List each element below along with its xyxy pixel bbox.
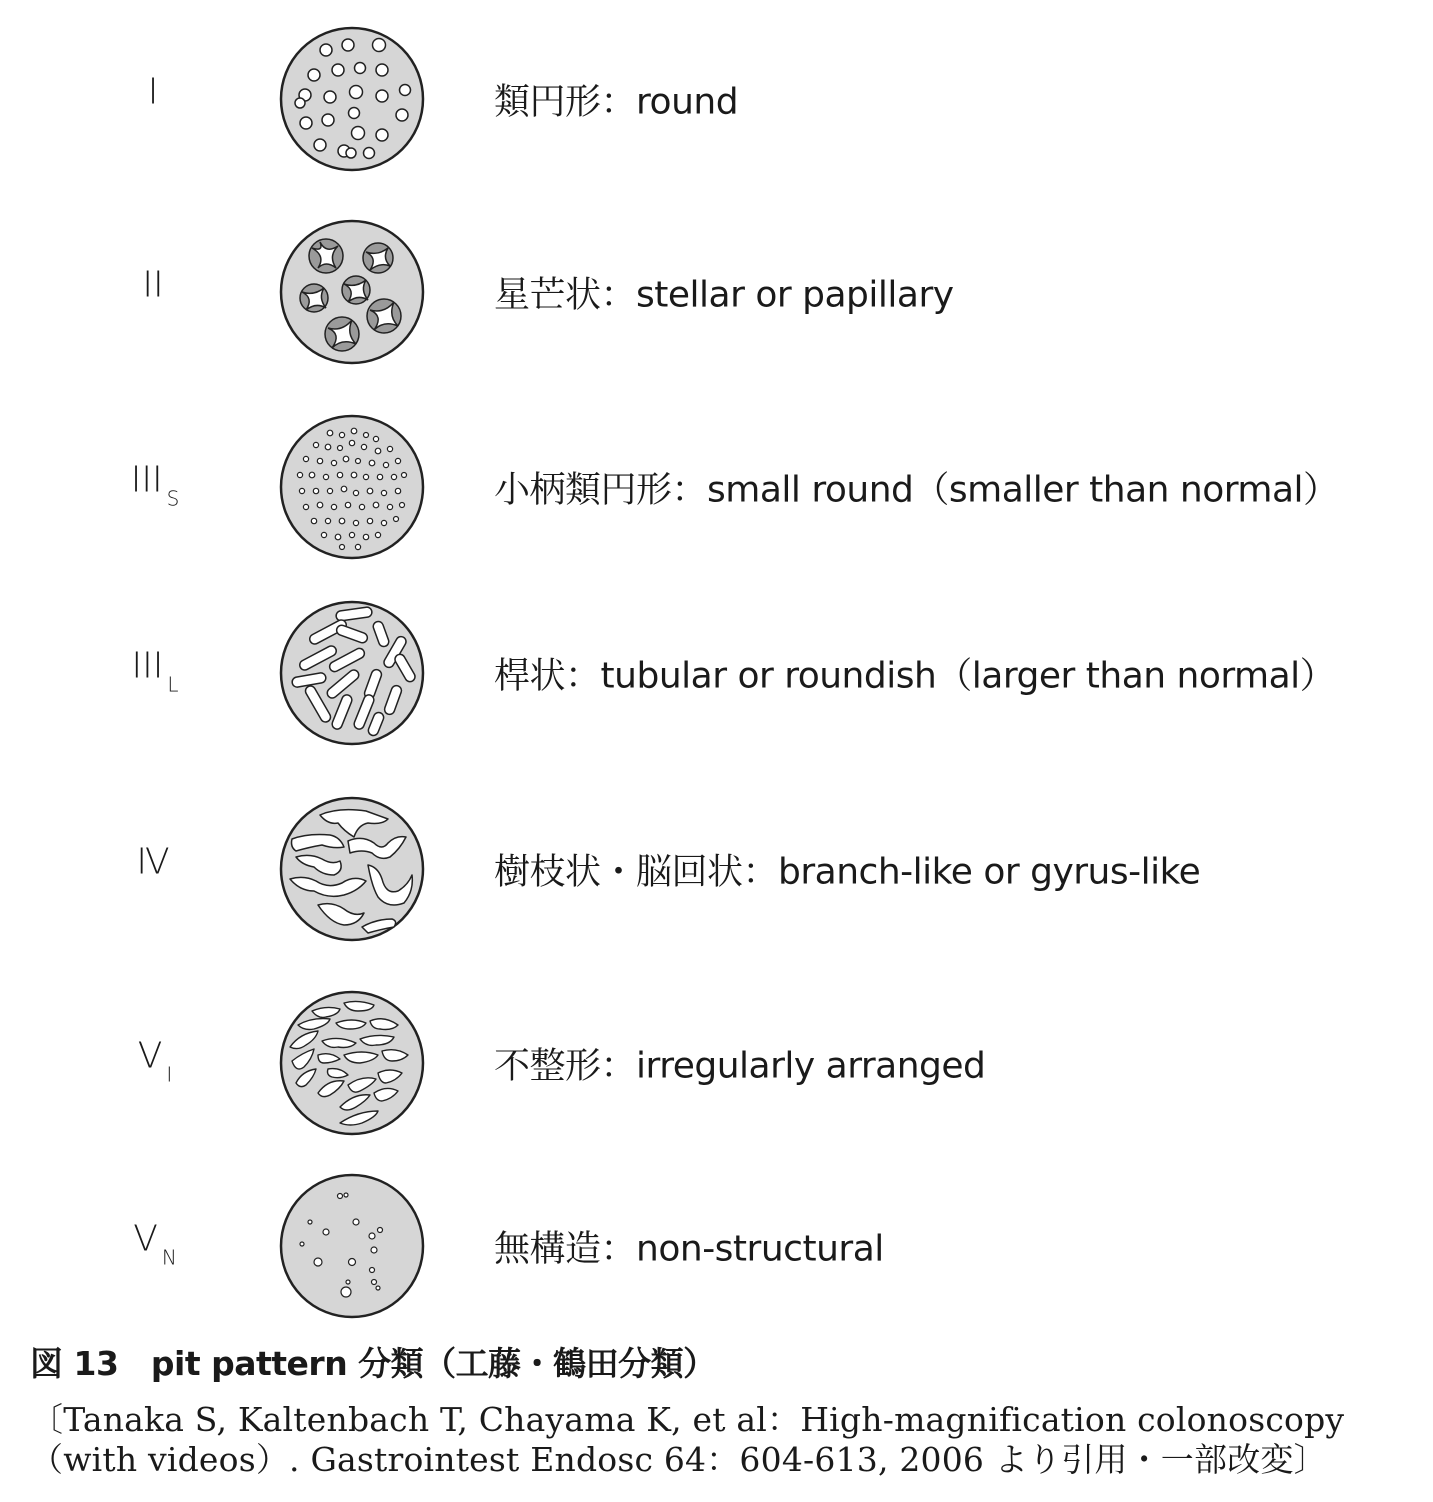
separator: ：	[600, 1228, 637, 1270]
pit-diagram-round	[278, 25, 426, 173]
separator: ：	[565, 655, 601, 697]
pit-diagram-non-structural	[278, 1172, 426, 1320]
jp-term: 無構造	[494, 1228, 601, 1270]
type-numeral: II	[142, 264, 164, 306]
row-type-iii-l	[0, 599, 1433, 749]
pit-diagram-stellar	[278, 218, 426, 366]
type-numeral: I	[147, 71, 159, 113]
type-label	[110, 645, 200, 697]
type-numeral: V	[137, 1035, 163, 1077]
reference-line-2: （with videos）. Gastrointest Endosc 64：604-613, 2006 より引用・一部改変〕	[30, 1440, 1327, 1479]
figure-caption: 図 13 pit pattern 分類（工藤・鶴田分類）	[30, 1344, 716, 1383]
pattern-description	[494, 647, 1335, 698]
row-type-ii	[0, 218, 1433, 368]
type-subscript: S	[166, 486, 180, 511]
pit-diagram-tubular	[278, 599, 426, 747]
type-label	[110, 1218, 200, 1270]
en-term: non-structural	[636, 1228, 884, 1270]
pattern-description	[494, 1037, 985, 1088]
jp-term: 小柄類円形	[494, 469, 672, 511]
pattern-description	[494, 461, 1339, 512]
separator: ：	[600, 81, 637, 123]
type-label	[110, 71, 200, 121]
row-type-i	[0, 25, 1433, 175]
en-term: irregularly arranged	[636, 1045, 986, 1087]
en-term: small round（smaller than normal）	[707, 469, 1339, 511]
en-term: tubular or roundish（larger than normal）	[600, 655, 1336, 697]
type-label	[110, 1035, 200, 1087]
row-type-iii-s	[0, 413, 1433, 563]
type-numeral: V	[133, 1218, 158, 1260]
separator: ：	[600, 1045, 637, 1087]
en-term: round	[636, 81, 739, 123]
type-subscript: L	[167, 672, 179, 697]
reference-line-1: 〔Tanaka S, Kaltenbach T, Chayama K, et al：High-magnification colonoscopy	[30, 1400, 1345, 1439]
separator: ：	[671, 469, 708, 511]
type-numeral: Ⅳ	[136, 841, 170, 883]
type-label	[110, 264, 200, 314]
jp-term: 樹枝状・脳回状	[494, 851, 743, 893]
type-subscript: N	[161, 1245, 177, 1270]
separator: ：	[742, 851, 779, 893]
pit-diagram-branch	[278, 795, 426, 943]
type-numeral: III	[131, 645, 164, 687]
type-subscript: I	[166, 1062, 173, 1087]
en-term: stellar or papillary	[636, 274, 954, 316]
row-type-iv	[0, 795, 1433, 945]
pattern-description	[494, 1220, 884, 1271]
jp-term: 類円形	[494, 81, 601, 123]
pit-diagram-small-round	[278, 413, 426, 561]
pattern-description	[494, 843, 1200, 894]
pattern-description	[494, 73, 738, 124]
row-type-v-n	[0, 1172, 1433, 1322]
pit-diagram-irregular	[278, 989, 426, 1137]
jp-term: 不整形	[494, 1045, 601, 1087]
type-label	[110, 841, 200, 891]
type-numeral: III	[130, 459, 163, 501]
jp-term: 桿状	[494, 655, 566, 697]
row-type-v-i	[0, 989, 1433, 1139]
separator: ：	[600, 274, 637, 316]
jp-term: 星芒状	[494, 274, 601, 316]
type-label	[110, 459, 200, 511]
en-term: branch-like or gyrus-like	[778, 851, 1201, 893]
pattern-description	[494, 266, 954, 317]
